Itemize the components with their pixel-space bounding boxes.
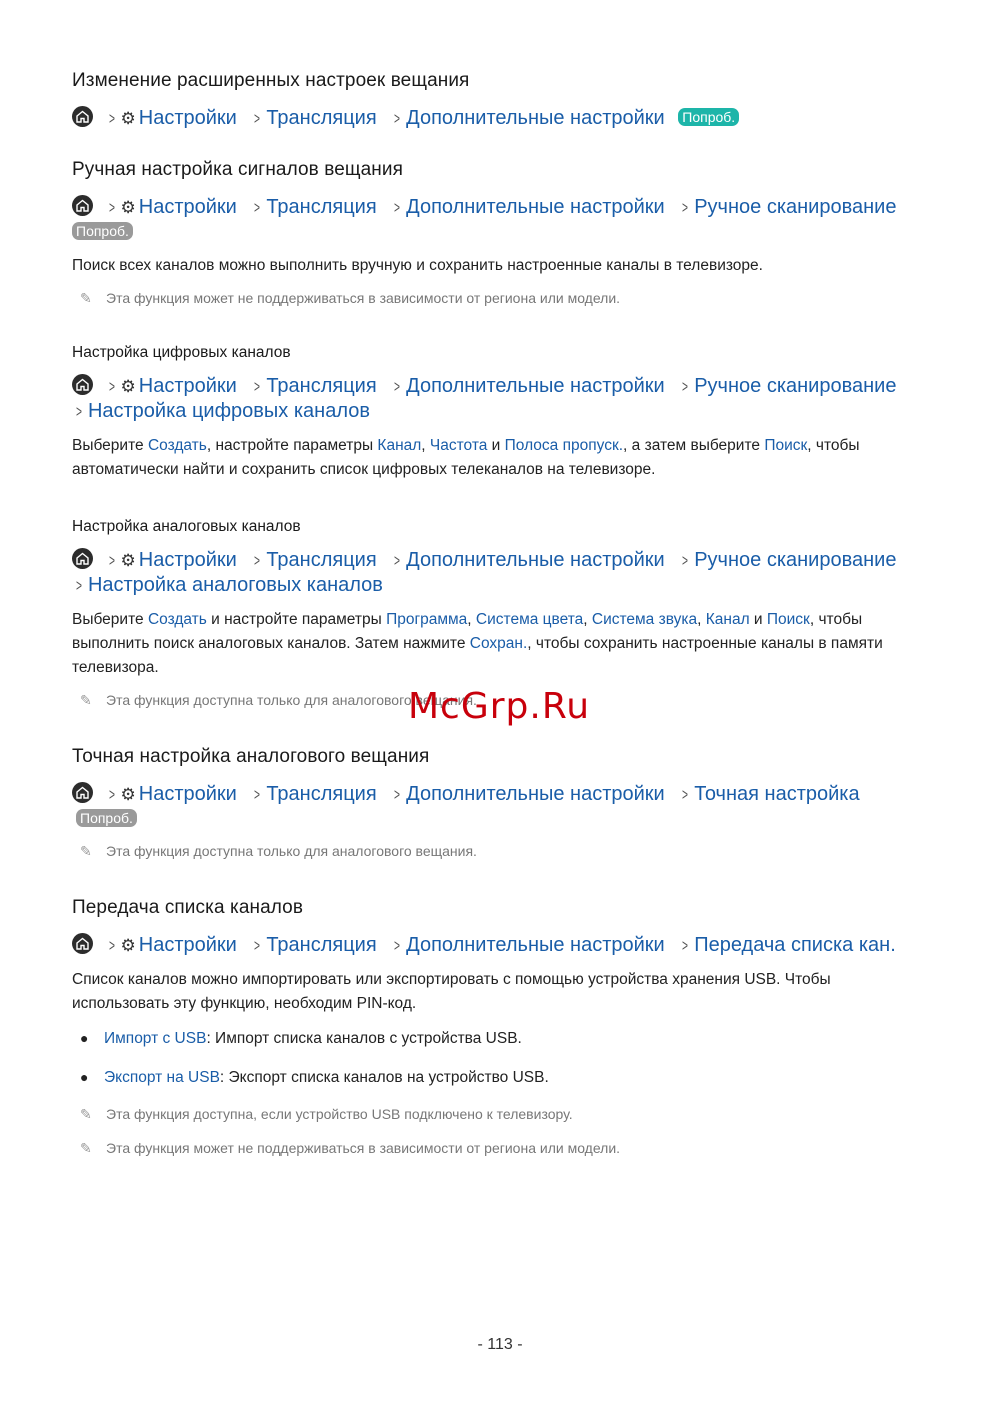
chevron-right-icon: > — [394, 785, 401, 804]
menu-advanced[interactable]: Дополнительные настройки — [406, 196, 665, 218]
menu-fine-tune[interactable]: Точная настройка — [694, 783, 860, 805]
gear-icon: ⚙ — [120, 377, 136, 396]
note-text: Эта функция может не поддерживаться в зависимости от региона или модели. — [106, 290, 621, 306]
link-create[interactable]: Создать — [147, 437, 207, 454]
text: , — [467, 611, 476, 628]
menu-manual-scan[interactable]: Ручное сканирование — [694, 375, 897, 397]
link-save[interactable]: Сохран. — [469, 635, 528, 652]
try-now-button-disabled: Попроб. — [76, 809, 137, 827]
text: и — [749, 611, 767, 628]
menu-transfer[interactable]: Передача списка кан. — [694, 934, 896, 956]
pencil-icon: ✎ — [80, 1140, 92, 1156]
transfer-description: Список каналов можно импортировать или экспортировать с помощью устройства хранения USB. Чтобы использовать эту функцию, необходим PIN-код. — [72, 971, 831, 1012]
chevron-right-icon: > — [254, 551, 261, 570]
text: , а затем выберите — [623, 437, 765, 454]
chevron-right-icon: > — [682, 377, 689, 396]
chevron-right-icon: > — [394, 198, 401, 217]
menu-path — [72, 933, 932, 958]
link-program[interactable]: Программа — [386, 611, 468, 628]
note-text: Эта функция может не поддерживаться в зависимости от региона или модели. — [106, 1140, 621, 1156]
menu-manual-scan[interactable]: Ручное сканирование — [694, 549, 897, 571]
text: : Экспорт списка каналов на устройство USB. — [219, 1069, 549, 1086]
text: Выберите — [72, 437, 148, 454]
chevron-right-icon: > — [682, 198, 689, 217]
chevron-right-icon: > — [108, 377, 115, 396]
section-title-digital: Настройка цифровых каналов — [72, 344, 291, 361]
link-frequency[interactable]: Частота — [429, 437, 488, 454]
pencil-icon: ✎ — [80, 692, 92, 708]
chevron-right-icon: > — [108, 551, 115, 570]
menu-path — [72, 106, 932, 131]
menu-advanced[interactable]: Дополнительные настройки — [406, 549, 665, 571]
link-create[interactable]: Создать — [147, 611, 207, 628]
home-icon — [72, 195, 93, 216]
text: и — [487, 437, 505, 454]
text: , чтобы автоматически найти и сохранить список цифровых телеканалов на телевизоре. — [72, 437, 860, 478]
menu-broadcast[interactable]: Трансляция — [266, 934, 377, 956]
menu-broadcast[interactable]: Трансляция — [266, 107, 377, 129]
link-channel[interactable]: Канал — [377, 437, 422, 454]
list-item — [80, 1065, 932, 1090]
chevron-right-icon: > — [254, 377, 261, 396]
note — [80, 841, 932, 861]
menu-path — [72, 782, 932, 831]
watermark: McGrp.Ru — [408, 686, 591, 727]
menu-settings[interactable]: Настройки — [138, 783, 237, 805]
text: Выберите — [72, 611, 148, 628]
link-import-usb[interactable]: Импорт с USB — [104, 1030, 207, 1047]
menu-broadcast[interactable]: Трансляция — [266, 196, 377, 218]
menu-advanced[interactable]: Дополнительные настройки — [406, 375, 665, 397]
home-icon — [72, 106, 93, 127]
menu-manual-scan[interactable]: Ручное сканирование — [694, 196, 897, 218]
menu-digital[interactable]: Настройка цифровых каналов — [87, 400, 370, 422]
link-search[interactable]: Поиск — [764, 437, 808, 454]
gear-icon: ⚙ — [120, 936, 136, 955]
menu-settings[interactable]: Настройки — [138, 549, 237, 571]
menu-advanced[interactable]: Дополнительные настройки — [406, 934, 665, 956]
menu-settings[interactable]: Настройки — [138, 934, 237, 956]
try-now-button-disabled: Попроб. — [72, 222, 133, 240]
home-icon — [72, 782, 93, 803]
pencil-icon: ✎ — [80, 290, 92, 306]
note — [80, 1138, 932, 1158]
chevron-right-icon: > — [682, 785, 689, 804]
page-number: - 113 - — [477, 1336, 523, 1353]
menu-broadcast[interactable]: Трансляция — [266, 375, 377, 397]
chevron-right-icon: > — [108, 936, 115, 955]
menu-broadcast[interactable]: Трансляция — [266, 783, 377, 805]
text: : Импорт списка каналов с устройства USB. — [206, 1030, 522, 1047]
text: , — [697, 611, 706, 628]
gear-icon: ⚙ — [120, 785, 136, 804]
text: , чтобы выполнить поиск аналоговых каналов. Затем нажмите — [72, 611, 863, 652]
page-content — [72, 70, 932, 1168]
text: и настройте параметры — [206, 611, 387, 628]
note-text: Эта функция доступна, если устройство USB подключено к телевизору. — [106, 1106, 573, 1122]
link-channel[interactable]: Канал — [705, 611, 750, 628]
chevron-right-icon: > — [682, 936, 689, 955]
menu-path — [72, 548, 932, 598]
analog-description — [72, 608, 932, 680]
menu-settings[interactable]: Настройки — [138, 196, 237, 218]
home-icon — [72, 548, 93, 569]
chevron-right-icon: > — [108, 785, 115, 804]
chevron-right-icon: > — [394, 551, 401, 570]
section-title-manual: Ручная настройка сигналов вещания — [72, 159, 403, 180]
link-color-system[interactable]: Система цвета — [475, 611, 584, 628]
note — [80, 288, 932, 308]
chevron-right-icon: > — [108, 198, 115, 217]
link-export-usb[interactable]: Экспорт на USB — [104, 1069, 220, 1086]
link-sound-system[interactable]: Система звука — [591, 611, 698, 628]
menu-path — [72, 374, 932, 424]
chevron-right-icon: > — [254, 198, 261, 217]
text: , настройте параметры — [206, 437, 378, 454]
manual-description: Поиск всех каналов можно выполнить вручную и сохранить настроенные каналы в телевизоре. — [72, 257, 763, 274]
text: , чтобы сохранить настроенные каналы в памяти телевизора. — [72, 635, 883, 676]
home-icon — [72, 933, 93, 954]
link-search[interactable]: Поиск — [766, 611, 810, 628]
menu-settings[interactable]: Настройки — [138, 107, 237, 129]
digital-description — [72, 434, 932, 482]
section-title-fine-tune: Точная настройка аналогового вещания — [72, 746, 430, 767]
menu-settings[interactable]: Настройки — [138, 375, 237, 397]
note-text: Эта функция доступна только для аналогового вещания. — [106, 843, 477, 859]
gear-icon: ⚙ — [120, 551, 136, 570]
chevron-right-icon: > — [254, 785, 261, 804]
gear-icon: ⚙ — [120, 109, 136, 128]
chevron-right-icon: > — [394, 936, 401, 955]
menu-analog[interactable]: Настройка аналоговых каналов — [87, 574, 383, 596]
chevron-right-icon: > — [75, 402, 82, 421]
chevron-right-icon: > — [254, 936, 261, 955]
pencil-icon: ✎ — [80, 843, 92, 859]
chevron-right-icon: > — [394, 109, 401, 128]
home-icon — [72, 374, 93, 395]
section-title-transfer: Передача списка каналов — [72, 897, 304, 918]
text: , — [583, 611, 592, 628]
chevron-right-icon: > — [108, 109, 115, 128]
section-title-advanced: Изменение расширенных настроек вещания — [72, 70, 470, 91]
chevron-right-icon: > — [254, 109, 261, 128]
bullet-icon: ● — [80, 1069, 89, 1085]
chevron-right-icon: > — [394, 377, 401, 396]
try-now-button[interactable]: Попроб. — [678, 108, 739, 126]
section-title-analog: Настройка аналоговых каналов — [72, 518, 301, 535]
chevron-right-icon: > — [682, 551, 689, 570]
gear-icon: ⚙ — [120, 198, 136, 217]
note — [80, 1104, 932, 1124]
list-item — [80, 1026, 932, 1051]
menu-advanced[interactable]: Дополнительные настройки — [406, 783, 665, 805]
menu-path — [72, 195, 932, 244]
menu-advanced[interactable]: Дополнительные настройки — [406, 107, 665, 129]
note-text: Эта функция доступна только для аналогового вещания. — [106, 692, 477, 708]
bullet-icon: ● — [80, 1030, 89, 1046]
pencil-icon: ✎ — [80, 1106, 92, 1122]
text: , — [421, 437, 430, 454]
link-bandwidth[interactable]: Полоса пропуск. — [504, 437, 624, 454]
menu-broadcast[interactable]: Трансляция — [266, 549, 377, 571]
chevron-right-icon: > — [75, 576, 82, 595]
